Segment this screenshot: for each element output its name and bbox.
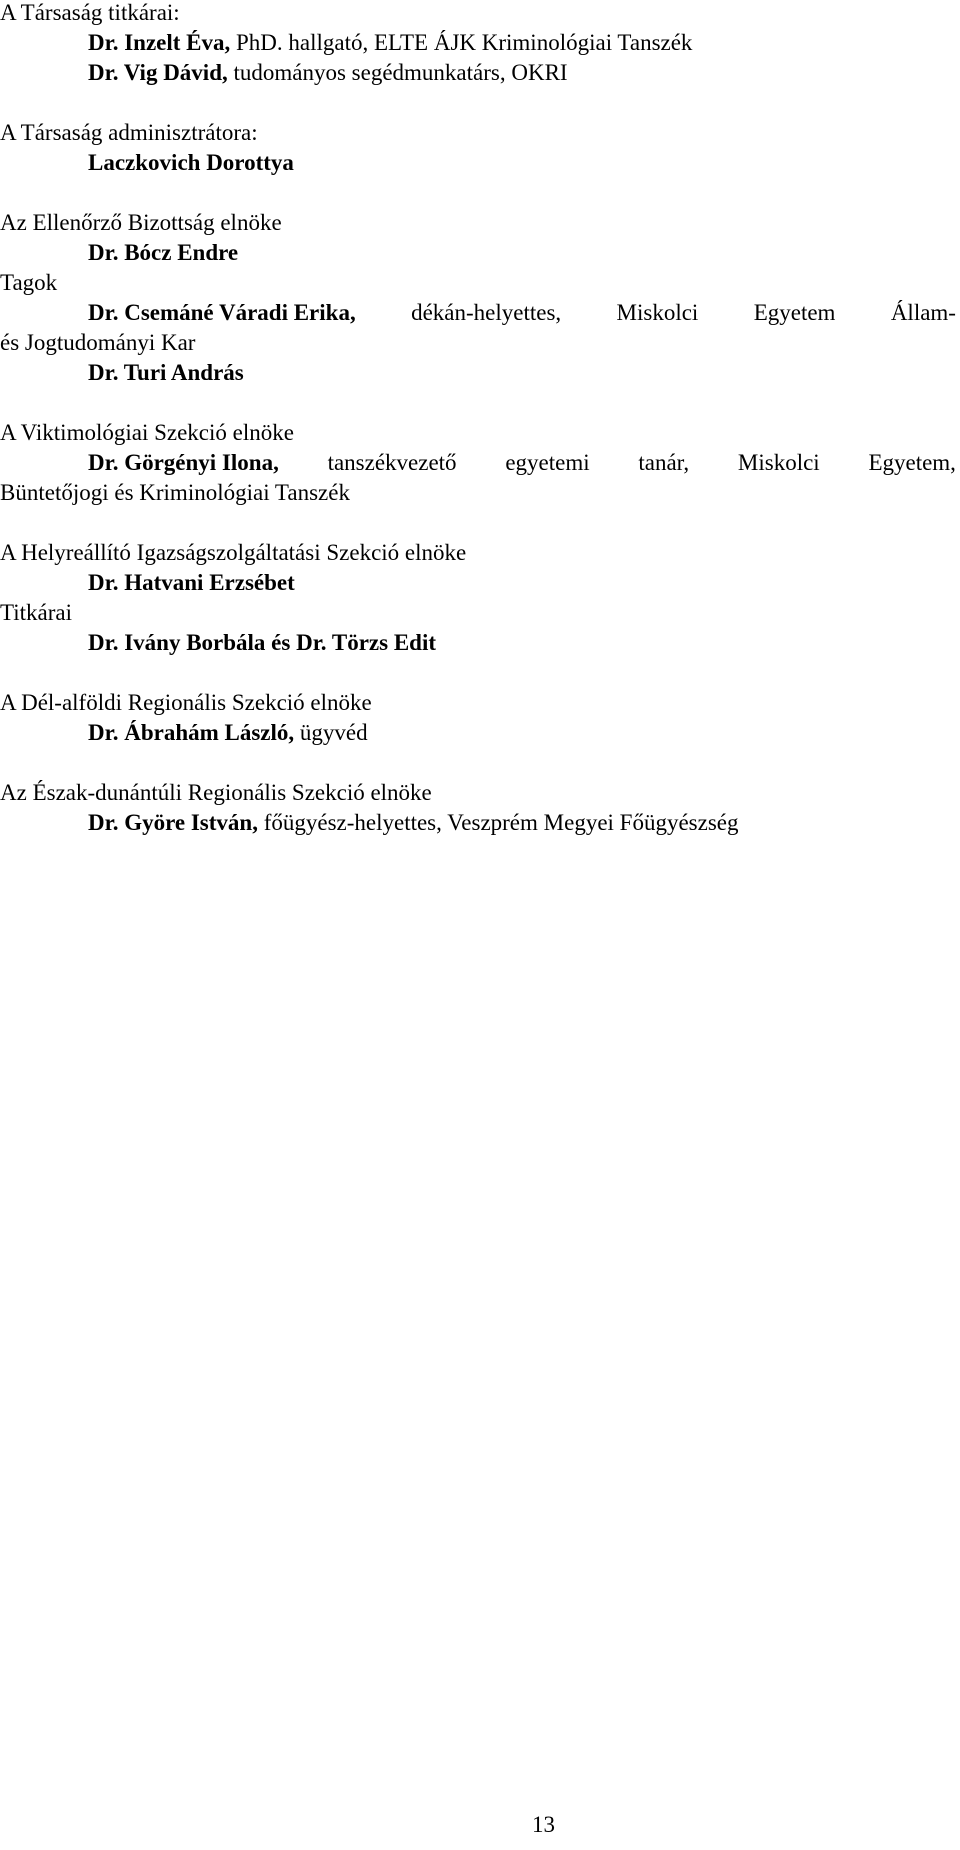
north-transdanubia-heading: Az Észak-dunántúli Regionális Szekció elnöke <box>0 780 432 805</box>
member-desc-word: Miskolci <box>616 300 699 325</box>
chair-desc-word: tanszékvezető <box>327 450 457 475</box>
secretary-entry <box>88 58 568 88</box>
south-plain-chair-entry <box>88 718 368 748</box>
restorative-chair: Dr. Hatvani Erzsébet <box>88 570 295 595</box>
chair-desc-word: Miskolci <box>737 450 820 475</box>
administrator-heading: A Társaság adminisztrátora: <box>0 120 258 145</box>
secretaries-heading: A Társaság titkárai: <box>0 0 180 25</box>
chair-desc: főügyész-helyettes, Veszprém Megyei Főügyészség <box>257 810 739 835</box>
administrator-name: Laczkovich Dorottya <box>88 150 294 175</box>
supervisory-board-heading: Az Ellenőrző Bizottság elnöke <box>0 210 282 235</box>
south-plain-heading: A Dél-alföldi Regionális Szekció elnöke <box>0 690 372 715</box>
victimology-chair-desc-continued: Büntetőjogi és Kriminológiai Tanszék <box>0 480 350 505</box>
page-number: 13 <box>532 1812 555 1837</box>
restorative-heading: A Helyreállító Igazságszolgáltatási Szekció elnöke <box>0 540 467 565</box>
member-entry <box>88 298 956 328</box>
north-transdanubia-chair-entry <box>88 808 738 838</box>
restorative-secretaries-label: Titkárai <box>0 600 72 625</box>
chair-name: Dr. Györe István, <box>88 810 258 835</box>
chair-name: Dr. Ábrahám László, <box>88 720 295 745</box>
chair-desc-word: tanár, <box>638 450 690 475</box>
member-name: Dr. Turi András <box>88 360 244 385</box>
secretary-entry <box>88 28 692 58</box>
members-label: Tagok <box>0 270 58 295</box>
secretary-name: Dr. Inzelt Éva, <box>88 30 231 55</box>
supervisory-board-chair: Dr. Bócz Endre <box>88 240 239 265</box>
chair-desc: ügyvéd <box>294 720 368 745</box>
member-desc-continued: és Jogtudományi Kar <box>0 330 196 355</box>
chair-desc-word: egyetemi <box>505 450 590 475</box>
restorative-secretaries: Dr. Ivánу Borbála és Dr. Törzs Edit <box>88 630 437 655</box>
chair-desc-word: Egyetem, <box>868 450 956 475</box>
member-name: Dr. Csemáné Váradi Erika, <box>88 300 356 325</box>
victimology-heading: A Viktimológiai Szekció elnöke <box>0 420 294 445</box>
member-desc-word: Állam- <box>890 300 956 325</box>
member-desc-word: Egyetem <box>753 300 836 325</box>
member-desc-word: dékán-helyettes, <box>411 300 562 325</box>
secretary-name: Dr. Vig Dávid, <box>88 60 228 85</box>
chair-name: Dr. Görgényi Ilona, <box>88 450 279 475</box>
secretary-desc: PhD. hallgató, ELTE ÁJK Kriminológiai Tanszék <box>230 30 693 55</box>
secretary-desc: tudományos segédmunkatárs, OKRI <box>227 60 568 85</box>
victimology-chair-entry <box>88 448 956 478</box>
